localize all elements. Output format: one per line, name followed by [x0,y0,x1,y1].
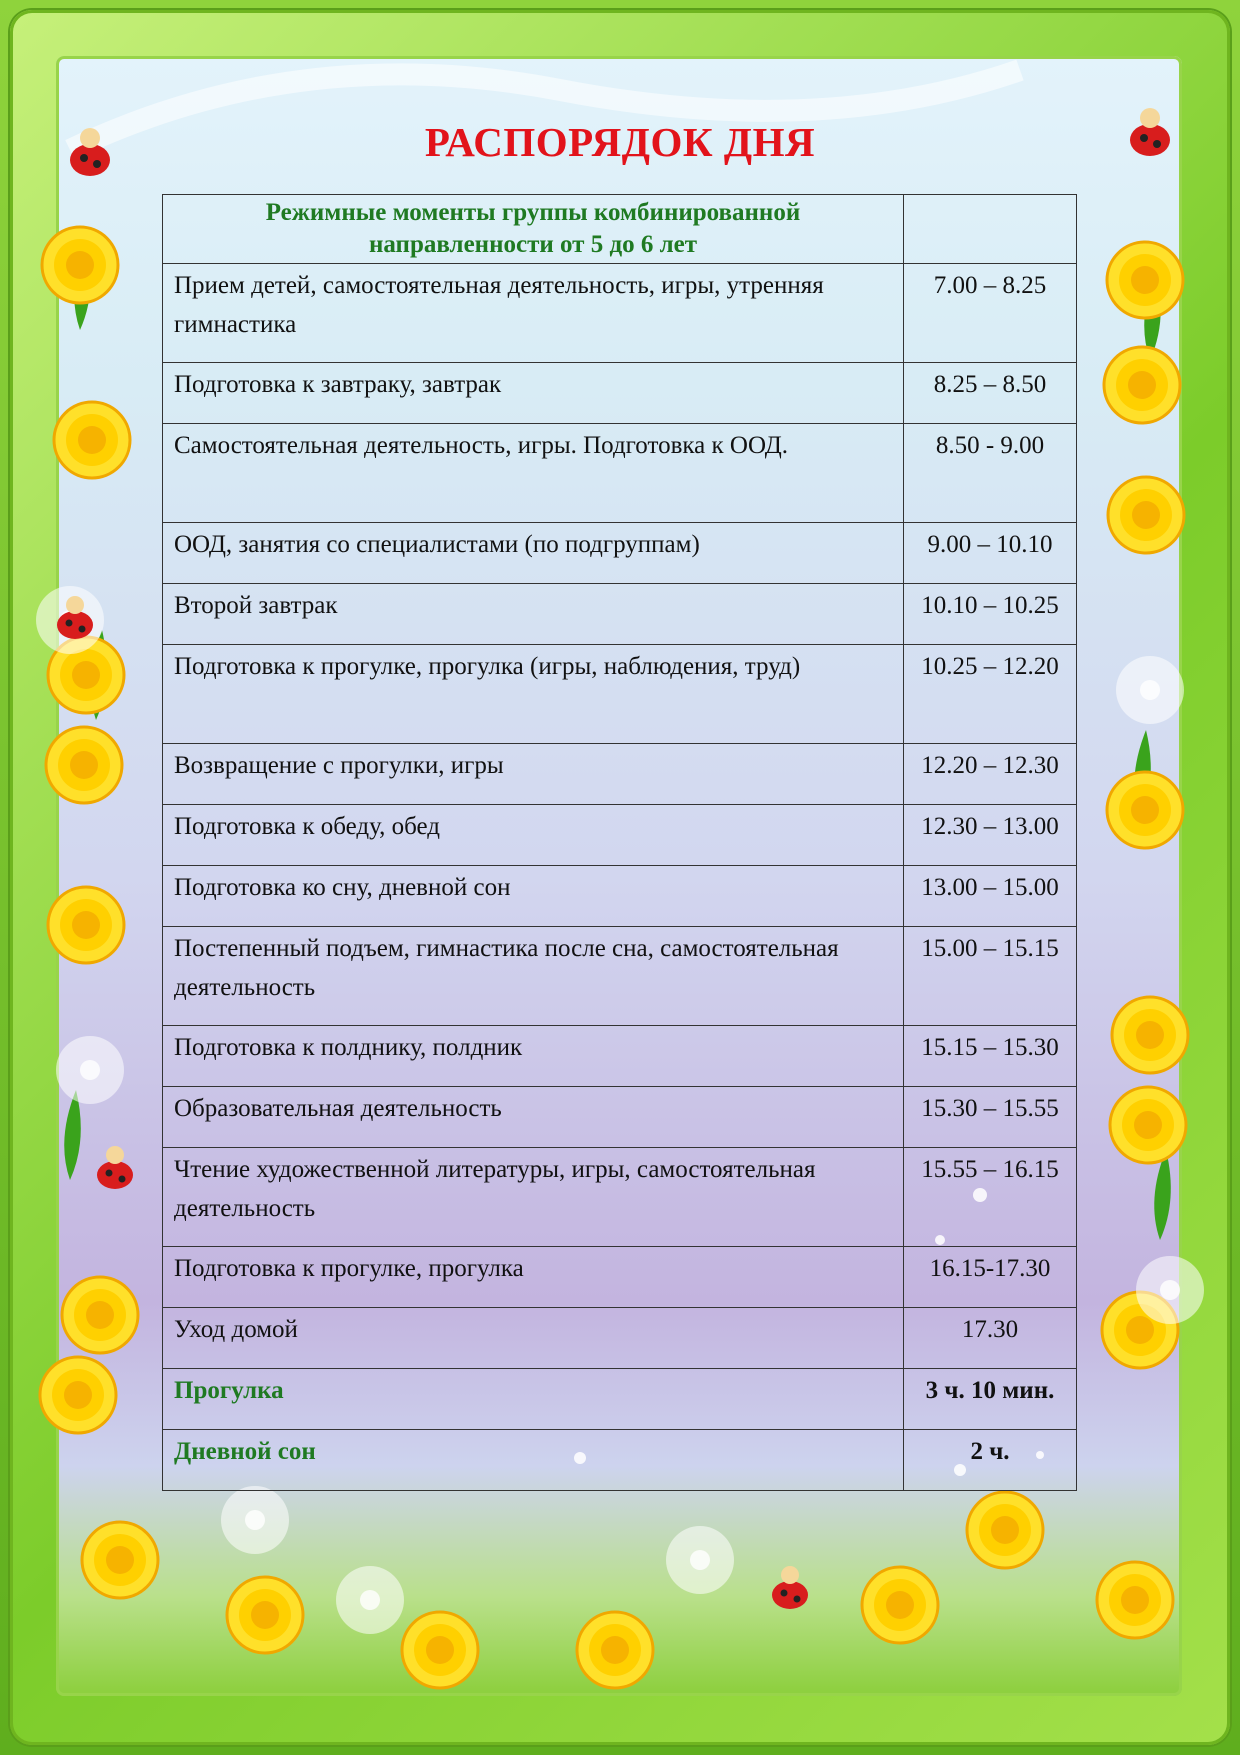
total-label: Прогулка [163,1369,904,1430]
table-row [163,584,1077,645]
time-cell: 13.00 – 15.00 [904,866,1077,927]
schedule-table [162,194,1077,1491]
activity-cell: Подготовка к прогулке, прогулка [163,1247,904,1308]
time-cell: 7.00 – 8.25 [904,264,1077,363]
time-cell: 17.30 [904,1308,1077,1369]
time-cell: 15.00 – 15.15 [904,927,1077,1026]
table-header-time [904,195,1077,264]
activity-cell: ООД, занятия со специалистами (по подгруппам) [163,523,904,584]
table-row [163,523,1077,584]
time-cell: 15.15 – 15.30 [904,1026,1077,1087]
time-cell: 16.15-17.30 [904,1247,1077,1308]
activity-cell: Прием детей, самостоятельная деятельность, игры, утренняя гимнастика [163,264,904,363]
total-value: 2 ч. [904,1430,1077,1491]
activity-cell: Постепенный подъем, гимнастика после сна, самостоятельная деятельность [163,927,904,1026]
table-row [163,1148,1077,1247]
activity-cell: Образовательная деятельность [163,1087,904,1148]
table-row [163,1087,1077,1148]
table-header-row [163,195,1077,264]
activity-cell: Возвращение с прогулки, игры [163,744,904,805]
time-cell: 15.30 – 15.55 [904,1087,1077,1148]
time-cell: 8.25 – 8.50 [904,363,1077,424]
activity-cell: Подготовка к полднику, полдник [163,1026,904,1087]
total-row [163,1369,1077,1430]
table-row [163,866,1077,927]
total-row [163,1430,1077,1491]
page-title: РАСПОРЯДОК ДНЯ [424,119,816,165]
activity-cell: Второй завтрак [163,584,904,645]
activity-cell: Подготовка к прогулке, прогулка (игры, наблюдения, труд) [163,645,904,744]
table-row [163,424,1077,523]
time-cell: 12.30 – 13.00 [904,805,1077,866]
table-row [163,744,1077,805]
activity-cell: Самостоятельная деятельность, игры. Подготовка к ООД. [163,424,904,523]
activity-cell: Чтение художественной литературы, игры, самостоятельная деятельность [163,1148,904,1247]
table-row [163,264,1077,363]
table-row [163,645,1077,744]
time-cell: 9.00 – 10.10 [904,523,1077,584]
activity-cell: Подготовка к обеду, обед [163,805,904,866]
time-cell: 15.55 – 16.15 [904,1148,1077,1247]
activity-cell: Подготовка к завтраку, завтрак [163,363,904,424]
table-row [163,1247,1077,1308]
time-cell: 8.50 - 9.00 [904,424,1077,523]
total-value: 3 ч. 10 мин. [904,1369,1077,1430]
table-header-activity: Режимные моменты группы комбинированной направленности от 5 до 6 лет [163,195,904,264]
time-cell: 10.10 – 10.25 [904,584,1077,645]
table-row [163,1308,1077,1369]
table-row [163,927,1077,1026]
table-row [163,363,1077,424]
activity-cell: Уход домой [163,1308,904,1369]
time-cell: 12.20 – 12.30 [904,744,1077,805]
table-row [163,1026,1077,1087]
total-label: Дневной сон [163,1430,904,1491]
activity-cell: Подготовка ко сну, дневной сон [163,866,904,927]
table-row [163,805,1077,866]
time-cell: 10.25 – 12.20 [904,645,1077,744]
